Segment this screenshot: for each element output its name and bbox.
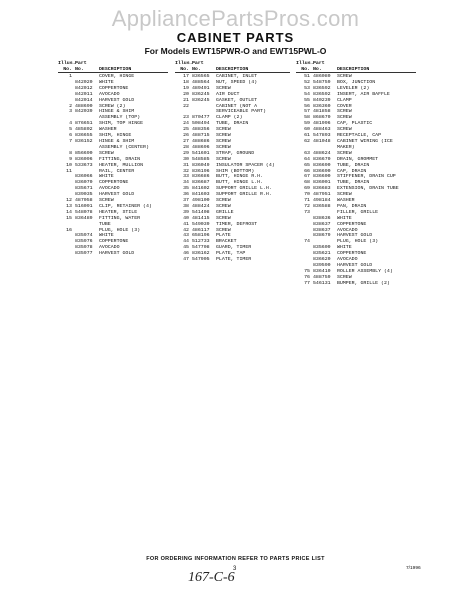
part-number: 836592 xyxy=(313,85,331,91)
part-number: 836686 xyxy=(192,174,210,180)
part-number: 488356 xyxy=(192,127,210,133)
parts-row xyxy=(58,251,168,257)
part-description: SCREW xyxy=(337,115,352,121)
part-number: 489491 xyxy=(192,85,210,91)
part-number: 836245 xyxy=(192,91,210,97)
illus-number: 43 xyxy=(183,233,189,239)
part-description: SCREW xyxy=(216,133,231,139)
illus-number: 13 xyxy=(66,203,72,209)
illus-number: 70 xyxy=(304,192,310,198)
illus-number: 41 xyxy=(183,221,189,227)
part-description: SCREW xyxy=(337,274,352,280)
illus-number: 21 xyxy=(183,97,189,103)
part-number: 488715 xyxy=(192,133,210,139)
illus-number: 47 xyxy=(183,257,189,263)
parts-list xyxy=(58,74,168,257)
header-illus-no: Illus. No. xyxy=(296,61,314,72)
part-description: AVOCADO xyxy=(99,245,120,251)
part-number: 486117 xyxy=(192,227,210,233)
part-description: AVOCADO xyxy=(337,257,358,263)
part-number: 548078 xyxy=(75,209,93,215)
illus-number: 4 xyxy=(69,121,72,127)
part-number: 541601 xyxy=(192,150,210,156)
part-number: 836049 xyxy=(192,162,210,168)
illus-number: 71 xyxy=(304,198,310,204)
part-number: 488424 xyxy=(192,203,210,209)
part-description: WHITE xyxy=(99,174,114,180)
part-description: SUPPORT GRILLE R.H. xyxy=(216,192,272,198)
part-number: 836565 xyxy=(192,74,210,79)
part-description: SCREW xyxy=(216,156,231,162)
part-description: TUBE, DRAIN xyxy=(337,180,370,186)
part-number: 836410 xyxy=(313,268,331,274)
part-number: 836162 xyxy=(192,251,210,257)
illus-number: 76 xyxy=(304,274,310,280)
part-number: 512733 xyxy=(192,239,210,245)
illus-number: 34 xyxy=(183,180,189,186)
illus-number: 38 xyxy=(183,203,189,209)
illus-number: 29 xyxy=(183,150,189,156)
part-number: 842020 xyxy=(75,79,93,85)
parts-column-3 xyxy=(296,61,416,287)
part-description: INSULATOR SPACER (4) xyxy=(216,162,275,168)
part-description: PLATE xyxy=(216,233,231,239)
part-description: NUT, SPEED (4) xyxy=(216,79,258,85)
part-description: COPPERTONE xyxy=(99,180,129,186)
illus-number: 8 xyxy=(69,150,72,156)
part-number: 835978 xyxy=(75,245,93,251)
part-description: INSERT, AIR BAFFLE xyxy=(337,91,390,97)
handwritten-note: 167-C-6 xyxy=(188,570,235,585)
part-description: COPPERTONE xyxy=(99,239,129,245)
part-description: ASSEMBLY (CENTER) xyxy=(99,144,149,150)
part-number: 488759 xyxy=(313,274,331,280)
part-description: HINGE & SHIM xyxy=(99,109,135,115)
part-description: AIR DUCT xyxy=(216,91,240,97)
illus-number: 19 xyxy=(183,85,189,91)
part-description: SCREW xyxy=(216,138,231,144)
part-description: TUBE, DRAIN xyxy=(216,121,249,127)
illus-number: 9 xyxy=(69,156,72,162)
part-number: 485802 xyxy=(75,127,93,133)
part-description: GRILLE xyxy=(216,209,234,215)
part-number: 836096 xyxy=(75,156,93,162)
illus-number: 11 xyxy=(66,168,72,174)
part-description: FILLER, GRILLE xyxy=(337,209,379,215)
part-description: CLIP, RETAINER (4) xyxy=(99,203,152,209)
illus-number: 57 xyxy=(304,109,310,115)
illus-number: 15 xyxy=(66,215,72,221)
illus-number: 31 xyxy=(183,162,189,168)
part-number: 836066 xyxy=(75,174,93,180)
part-number: 533673 xyxy=(75,162,93,168)
part-description: PLATE, TIMER xyxy=(216,257,252,263)
illus-number: 60 xyxy=(304,127,310,133)
part-description: SCREW (2) xyxy=(99,103,126,109)
part-description: HINGE & SHIM xyxy=(99,138,135,144)
column-header xyxy=(175,61,290,73)
part-number: 481048 xyxy=(313,138,331,144)
illus-number: 35 xyxy=(183,186,189,192)
part-number: 838636 xyxy=(313,215,331,221)
illus-number: 16 xyxy=(66,227,72,233)
part-description: WASHER xyxy=(337,198,355,204)
part-number: 835974 xyxy=(75,233,93,239)
part-number: 547905 xyxy=(192,257,210,263)
part-description: SCREW xyxy=(337,109,352,115)
illus-number: 64 xyxy=(304,156,310,162)
illus-number: 26 xyxy=(183,133,189,139)
part-number: 838637 xyxy=(313,221,331,227)
part-description: HARVEST GOLD xyxy=(99,192,135,198)
part-description: SHIM, TOP HINGE xyxy=(99,121,144,127)
part-description: ASSEMBLY (TOP) xyxy=(99,115,141,121)
part-description: AVOCADO xyxy=(337,227,358,233)
part-description: SHIM (BOTTOM) xyxy=(216,168,255,174)
part-description: COPPERTONE xyxy=(337,251,367,257)
parts-row xyxy=(296,281,416,287)
illus-number: 56 xyxy=(304,103,310,109)
part-number: 488624 xyxy=(313,150,331,156)
illus-number: 17 xyxy=(183,74,189,79)
part-description: BUTT, HINGE R.H. xyxy=(216,174,263,180)
part-number: 486080 xyxy=(313,74,331,79)
part-number: 487058 xyxy=(75,198,93,204)
parts-list xyxy=(175,74,290,263)
part-number: 548759 xyxy=(313,79,331,85)
illus-number: 28 xyxy=(183,144,189,150)
illus-number: 18 xyxy=(183,79,189,85)
part-number: 546131 xyxy=(313,280,331,286)
part-description: COPPERTONE xyxy=(99,85,129,91)
part-description: HEATER, MULLION xyxy=(99,162,144,168)
part-number: 835977 xyxy=(75,251,93,257)
illus-number: 10 xyxy=(66,162,72,168)
illus-number: 63 xyxy=(304,150,310,156)
part-number: 836070 xyxy=(75,180,93,186)
part-number: 840239 xyxy=(313,97,331,103)
illus-number: 42 xyxy=(183,227,189,233)
part-number: 835609 xyxy=(313,245,331,251)
part-number: 836245 xyxy=(192,97,210,103)
part-description: HARVEST GOLD xyxy=(99,97,135,103)
illus-number: 62 xyxy=(304,138,310,144)
part-description: MAKER) xyxy=(337,144,355,150)
part-number: 836683 xyxy=(313,186,331,192)
illus-number: 54 xyxy=(304,91,310,97)
part-description: WHITE xyxy=(337,215,352,221)
part-number: 658196 xyxy=(192,233,210,239)
part-description: GUARD, TIMER xyxy=(216,245,252,251)
illus-number: 58 xyxy=(304,115,310,121)
page-number: 3 xyxy=(233,566,237,572)
part-description: SCREW xyxy=(216,198,231,204)
part-description: SCREW xyxy=(337,74,352,79)
part-description: SCREW xyxy=(216,144,231,150)
part-number: 498100 xyxy=(192,198,210,204)
part-description: CABINET (NOT A xyxy=(216,103,258,109)
illus-number: 14 xyxy=(66,209,72,215)
part-number: 836690 xyxy=(313,162,331,168)
part-description: ROLLER ASSEMBLY (4) xyxy=(337,268,393,274)
part-number: 838679 xyxy=(313,233,331,239)
part-number: 836690 xyxy=(313,168,331,174)
header-part-no: Part No. xyxy=(313,61,325,72)
illus-number: 65 xyxy=(304,162,310,168)
illus-number: 77 xyxy=(304,280,310,286)
illus-number: 67 xyxy=(304,174,310,180)
part-description: CLAMP xyxy=(337,97,352,103)
part-description: GASKET, OUTLET xyxy=(216,97,258,103)
illus-number: 72 xyxy=(304,203,310,209)
part-description: CABINET WIRING (ICE xyxy=(337,138,393,144)
illus-number: 68 xyxy=(304,180,310,186)
part-number: 836360 xyxy=(313,103,331,109)
illus-number: 32 xyxy=(183,168,189,174)
part-number: 842039 xyxy=(75,109,93,115)
header-part-no: Part No. xyxy=(192,61,204,72)
part-number: 541408 xyxy=(192,209,210,215)
part-description: WHITE xyxy=(99,79,114,85)
part-number: 481996 xyxy=(313,121,331,127)
watermark: AppliancePartsPros.com xyxy=(111,6,360,31)
part-number: 836687 xyxy=(192,180,210,186)
part-number: 548585 xyxy=(192,156,210,162)
part-number: 835976 xyxy=(75,239,93,245)
part-description: RECEPTACLE, CAP xyxy=(337,133,382,139)
illus-number: 12 xyxy=(66,198,72,204)
part-number: 498184 xyxy=(313,198,331,204)
part-description: TUBE xyxy=(99,221,111,227)
part-description: PLUG, HOLE (3) xyxy=(337,239,379,245)
header-illus-no: Illus. No. xyxy=(58,61,76,72)
illus-number: 40 xyxy=(183,215,189,221)
illus-number xyxy=(58,251,75,257)
part-number: 547893 xyxy=(313,133,331,139)
illus-number: 5 xyxy=(69,127,72,133)
part-description: PAN, DRAIN xyxy=(337,203,367,209)
part-description: WHITE xyxy=(99,233,114,239)
part-number: 836620 xyxy=(313,257,331,263)
part-number: 842012 xyxy=(75,85,93,91)
part-number: 836196 xyxy=(192,168,210,174)
part-description: BUTT, HINGE L.H. xyxy=(216,180,263,186)
illus-number: 66 xyxy=(304,168,310,174)
part-description: SCREW xyxy=(99,150,114,156)
part-description: CLAMP (2) xyxy=(216,115,243,121)
part-description: WHITE xyxy=(337,245,352,251)
part-description: SCREW xyxy=(99,198,114,204)
illus-number: 36 xyxy=(183,192,189,198)
part-number: 836670 xyxy=(313,156,331,162)
part-number: 842011 xyxy=(75,91,93,97)
part-number: 839035 xyxy=(75,192,93,198)
part-description: FITTING, DRAIN xyxy=(99,156,141,162)
illus-number: 61 xyxy=(304,133,310,139)
part-description: SCREW xyxy=(216,227,231,233)
part-description: COVER xyxy=(337,103,352,109)
part-description: CAP, DRAIN xyxy=(337,168,367,174)
illus-number: 74 xyxy=(304,239,310,245)
illus-number: 53 xyxy=(304,85,310,91)
part-description: COVER, HINGE xyxy=(99,74,135,79)
part-description: SCREW xyxy=(337,127,352,133)
part-number: 481858 xyxy=(313,109,331,115)
illus-number: 20 xyxy=(183,91,189,97)
illus-number: 7 xyxy=(69,138,72,144)
column-header xyxy=(296,61,416,73)
illus-number: 30 xyxy=(183,156,189,162)
header-part-no: Part No. xyxy=(75,61,87,72)
part-description: SERVICEABLE PART) xyxy=(216,109,266,115)
part-number: 481415 xyxy=(192,215,210,221)
part-description: HARVEST GOLD xyxy=(337,263,373,268)
illus-number: 52 xyxy=(304,79,310,85)
part-number: 836489 xyxy=(75,215,93,221)
part-number: 839590 xyxy=(313,263,331,268)
part-number: 488686 xyxy=(192,138,210,144)
part-description: DRAIN, GROMMET xyxy=(337,156,379,162)
part-number: 835671 xyxy=(75,186,93,192)
part-description: SUPPORT GRILLE L.H. xyxy=(216,186,272,192)
illus-number: 73 xyxy=(304,209,310,215)
part-description: BOX, JUNCTION xyxy=(337,79,376,85)
part-number: 838637 xyxy=(313,227,331,233)
part-description: SCREW xyxy=(216,203,231,209)
part-number: 836655 xyxy=(75,133,93,139)
part-description: CABINET, INLET xyxy=(216,74,258,79)
part-description: SCREW xyxy=(337,192,352,198)
part-description: HARVEST GOLD xyxy=(99,251,135,257)
part-description: TUBE, DRAIN xyxy=(337,162,370,168)
part-description: EXTENSION, DRAIN TUBE xyxy=(337,186,399,192)
header-description: DESCRIPTION xyxy=(216,66,249,72)
part-description: HARVEST GOLD xyxy=(337,233,373,239)
part-description: RAIL, CENTER xyxy=(99,168,135,174)
parts-row xyxy=(175,257,290,263)
part-number: 488564 xyxy=(192,79,210,85)
part-number: 487951 xyxy=(313,192,331,198)
part-description: AVOCADO xyxy=(99,91,120,97)
part-number: 547708 xyxy=(192,245,210,251)
illus-number: 39 xyxy=(183,209,189,215)
part-number: 870477 xyxy=(192,115,210,121)
part-description: TIMER, DEFROST xyxy=(216,221,258,227)
illus-number: 33 xyxy=(183,174,189,180)
part-description: CAP, PLASTIC xyxy=(337,121,373,127)
part-number: 868670 xyxy=(313,115,331,121)
part-number: 836001 xyxy=(313,180,331,186)
parts-column-1 xyxy=(58,61,168,257)
part-number: 835621 xyxy=(313,251,331,257)
part-description: PLATE, TAP xyxy=(216,251,246,257)
part-description: SCREW xyxy=(216,215,231,221)
part-description: STRAP, GROUND xyxy=(216,150,255,156)
part-description: STIFFENER, DRAIN CUP xyxy=(337,174,396,180)
part-description: AVOCADO xyxy=(99,186,120,192)
parts-list xyxy=(296,74,416,287)
illus-number: 46 xyxy=(183,251,189,257)
part-description: COPPERTONE xyxy=(337,221,367,227)
illus-number: 27 xyxy=(183,138,189,144)
part-number: 549039 xyxy=(192,221,210,227)
illus-number: 51 xyxy=(304,74,310,79)
ordering-note: FOR ORDERING INFORMATION REFER TO PARTS PRICE LIST xyxy=(146,556,325,562)
part-number: 836592 xyxy=(313,91,331,97)
part-description: SCREW xyxy=(337,150,352,156)
part-description: SCREW xyxy=(216,127,231,133)
part-description: FITTING, WATER xyxy=(99,215,141,221)
page-title: CABINET PARTS xyxy=(176,30,295,45)
part-description: SCREW xyxy=(216,85,231,91)
date-code: 7/1996 xyxy=(406,566,421,571)
illus-number: 23 xyxy=(183,115,189,121)
part-number: 488463 xyxy=(313,127,331,133)
illus-number: 6 xyxy=(69,133,72,139)
illus-number: 44 xyxy=(183,239,189,245)
part-number: 508494 xyxy=(192,121,210,127)
part-number: 856690 xyxy=(75,150,93,156)
part-description: WASHER xyxy=(99,127,117,133)
illus-number: 1 xyxy=(69,74,72,79)
part-description: SHIM, HINGE xyxy=(99,133,132,139)
header-illus-no: Illus. No. xyxy=(175,61,193,72)
part-description: HEATER, STILE xyxy=(99,209,138,215)
illus-number: 75 xyxy=(304,268,310,274)
part-number: 516091 xyxy=(75,203,93,209)
illus-number: 22 xyxy=(183,103,189,109)
parts-column-2 xyxy=(175,61,290,263)
part-number: 836588 xyxy=(313,203,331,209)
illus-number: 3 xyxy=(69,109,72,115)
illus-number: 45 xyxy=(183,245,189,251)
part-description: PLUG, HOLE (3) xyxy=(99,227,141,233)
header-description: DESCRIPTION xyxy=(99,66,132,72)
part-description: LEVELER (2) xyxy=(337,85,370,91)
part-number: 836152 xyxy=(75,138,93,144)
part-number: 488690 xyxy=(75,103,93,109)
part-number: 841603 xyxy=(192,192,210,198)
illus-number: 55 xyxy=(304,97,310,103)
part-number: 836600 xyxy=(313,174,331,180)
part-description: BUMPER, GRILLE (2) xyxy=(337,280,390,286)
header-description: DESCRIPTION xyxy=(337,66,370,72)
illus-number: 37 xyxy=(183,198,189,204)
illus-number: 25 xyxy=(183,127,189,133)
part-number: 841602 xyxy=(192,186,210,192)
part-number: 488696 xyxy=(192,144,210,150)
part-number: 842014 xyxy=(75,97,93,103)
illus-number: 69 xyxy=(304,186,310,192)
illus-number: 24 xyxy=(183,121,189,127)
illus-number: 2 xyxy=(69,103,72,109)
page-subtitle: For Models EWT15PWR-O and EWT15PWL-O xyxy=(144,46,327,56)
part-number: 876651 xyxy=(75,121,93,127)
column-header xyxy=(58,61,168,73)
illus-number: 59 xyxy=(304,121,310,127)
part-description: BRACKET xyxy=(216,239,237,245)
